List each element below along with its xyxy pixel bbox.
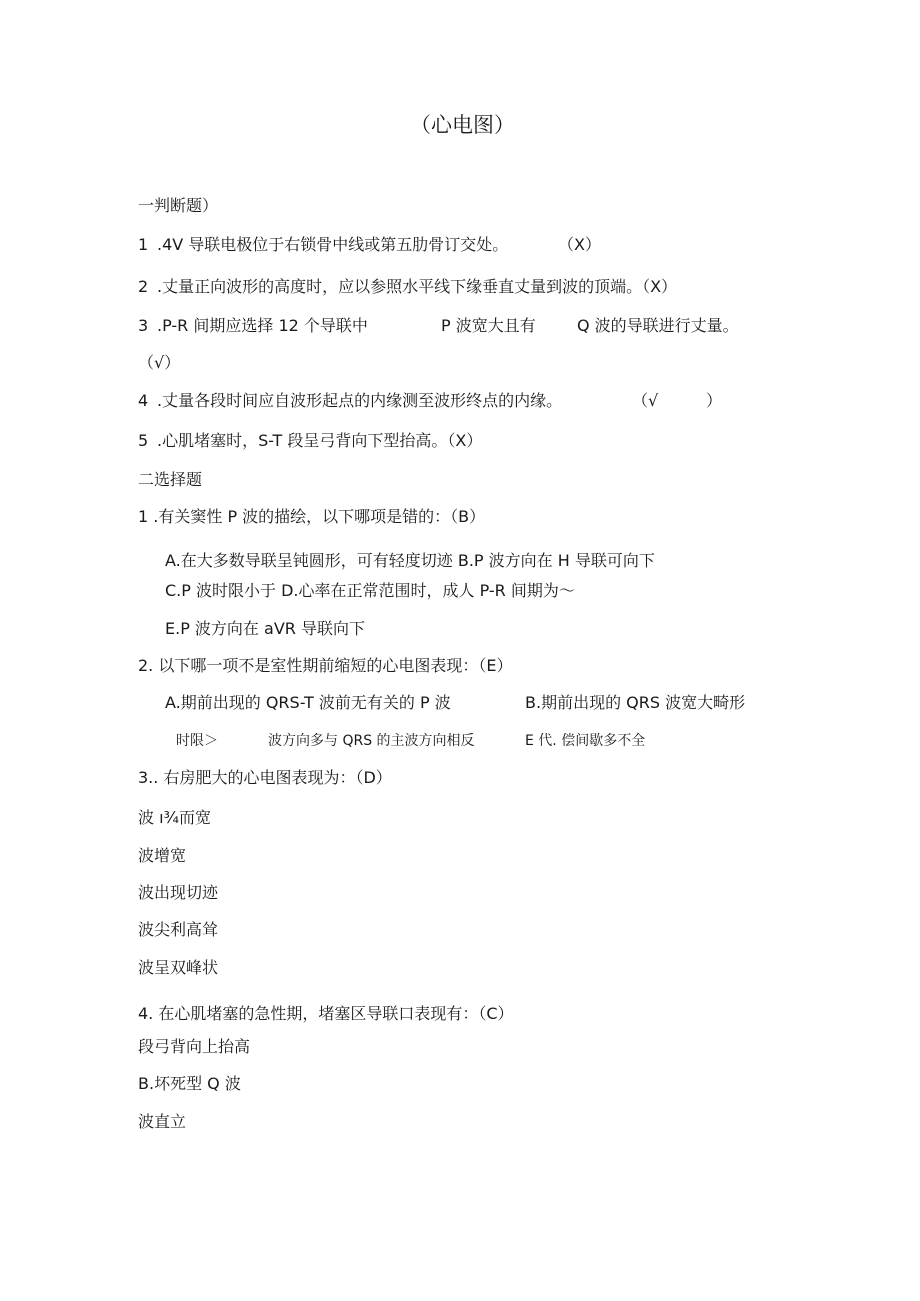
- tf-question-3-text-part2: P 波宽大且有: [441, 316, 536, 335]
- mc-question-1-stem: 1 .有关窦性 P 波的描绘，以下哪项是错的：（B）: [138, 507, 486, 526]
- tf-question-4-text: .丈量各段时间应自波形起点的内缘测至波形终点的内缘。: [157, 391, 563, 410]
- section-heading-multiple-choice: 二选择题: [138, 470, 203, 489]
- section-heading-true-false: 一判断题）: [138, 196, 219, 215]
- mc-question-3-option-3: 波出现切迹: [138, 883, 219, 902]
- mc-question-2-fragment-1: 时限＞: [176, 733, 218, 749]
- mc-question-3-option-1: 波 ı¾而宽: [138, 808, 212, 827]
- mc-question-2-fragment-2: 波方向多与 QRS 的主波方向相反: [268, 733, 475, 749]
- mc-question-3-option-5: 波呈双峰状: [138, 958, 219, 977]
- mc-question-4-stem: 4. 在心肌堵塞的急性期，堵塞区导联口表现有：（C）: [138, 1004, 514, 1023]
- mc-question-3-stem: 3.. 右房肥大的心电图表现为：（D）: [138, 768, 392, 787]
- page-title: （心电图）: [410, 113, 515, 137]
- tf-question-1-number: 1: [138, 235, 149, 254]
- tf-question-5-text: .心肌堵塞时，S-T 段呈弓背向下型抬高。（X）: [157, 431, 483, 450]
- tf-question-4-number: 4: [138, 391, 149, 410]
- tf-question-1-text: .4V 导联电极位于右锁骨中线或第五肋骨订交处。: [157, 235, 509, 254]
- tf-question-4-answer-close: ）: [706, 391, 723, 410]
- mc-question-2-option-b: B.期前出现的 QRS 波宽大畸形: [525, 693, 746, 712]
- tf-question-3-number: 3: [138, 316, 149, 335]
- tf-question-3-text-part1: .P-R 间期应选择 12 个导联中: [157, 316, 368, 335]
- mc-question-3-option-2: 波增宽: [138, 846, 187, 865]
- tf-question-2-number: 2: [138, 277, 149, 296]
- tf-question-3-answer: （√）: [138, 353, 181, 372]
- tf-question-1-answer: （X）: [558, 235, 601, 254]
- tf-question-3-text-part3: Q 波的导联进行丈量。: [577, 316, 739, 335]
- mc-question-1-options-line-2: C.P 波时限小于 D.心率在正常范围时，成人 P-R 间期为～: [165, 581, 575, 600]
- mc-question-2-stem: 2. 以下哪一项不是室性期前缩短的心电图表现：（E）: [138, 656, 513, 675]
- mc-question-1-options-line-1: A.在大多数导联呈钝圆形，可有轻度切迹 B.P 波方向在 H 导联可向下: [165, 551, 655, 570]
- tf-question-4-answer-open: （√: [632, 391, 659, 410]
- tf-question-2-text: .丈量正向波形的高度时，应以参照水平线下缘垂直丈量到波的顶端。（X）: [157, 277, 678, 296]
- mc-question-4-option-3: 波直立: [138, 1112, 187, 1131]
- mc-question-4-option-2: B.坏死型 Q 波: [138, 1074, 241, 1093]
- mc-question-3-option-4: 波尖利高耸: [138, 920, 219, 939]
- mc-question-2-fragment-3: E 代. 偿间歇多不全: [525, 733, 646, 749]
- mc-question-1-options-line-3: E.P 波方向在 aVR 导联向下: [165, 619, 365, 638]
- tf-question-5-number: 5: [138, 431, 149, 450]
- mc-question-2-option-a: A.期前出现的 QRS-T 波前无有关的 P 波: [165, 693, 451, 712]
- mc-question-4-option-1: 段弓背向上抬高: [138, 1037, 251, 1056]
